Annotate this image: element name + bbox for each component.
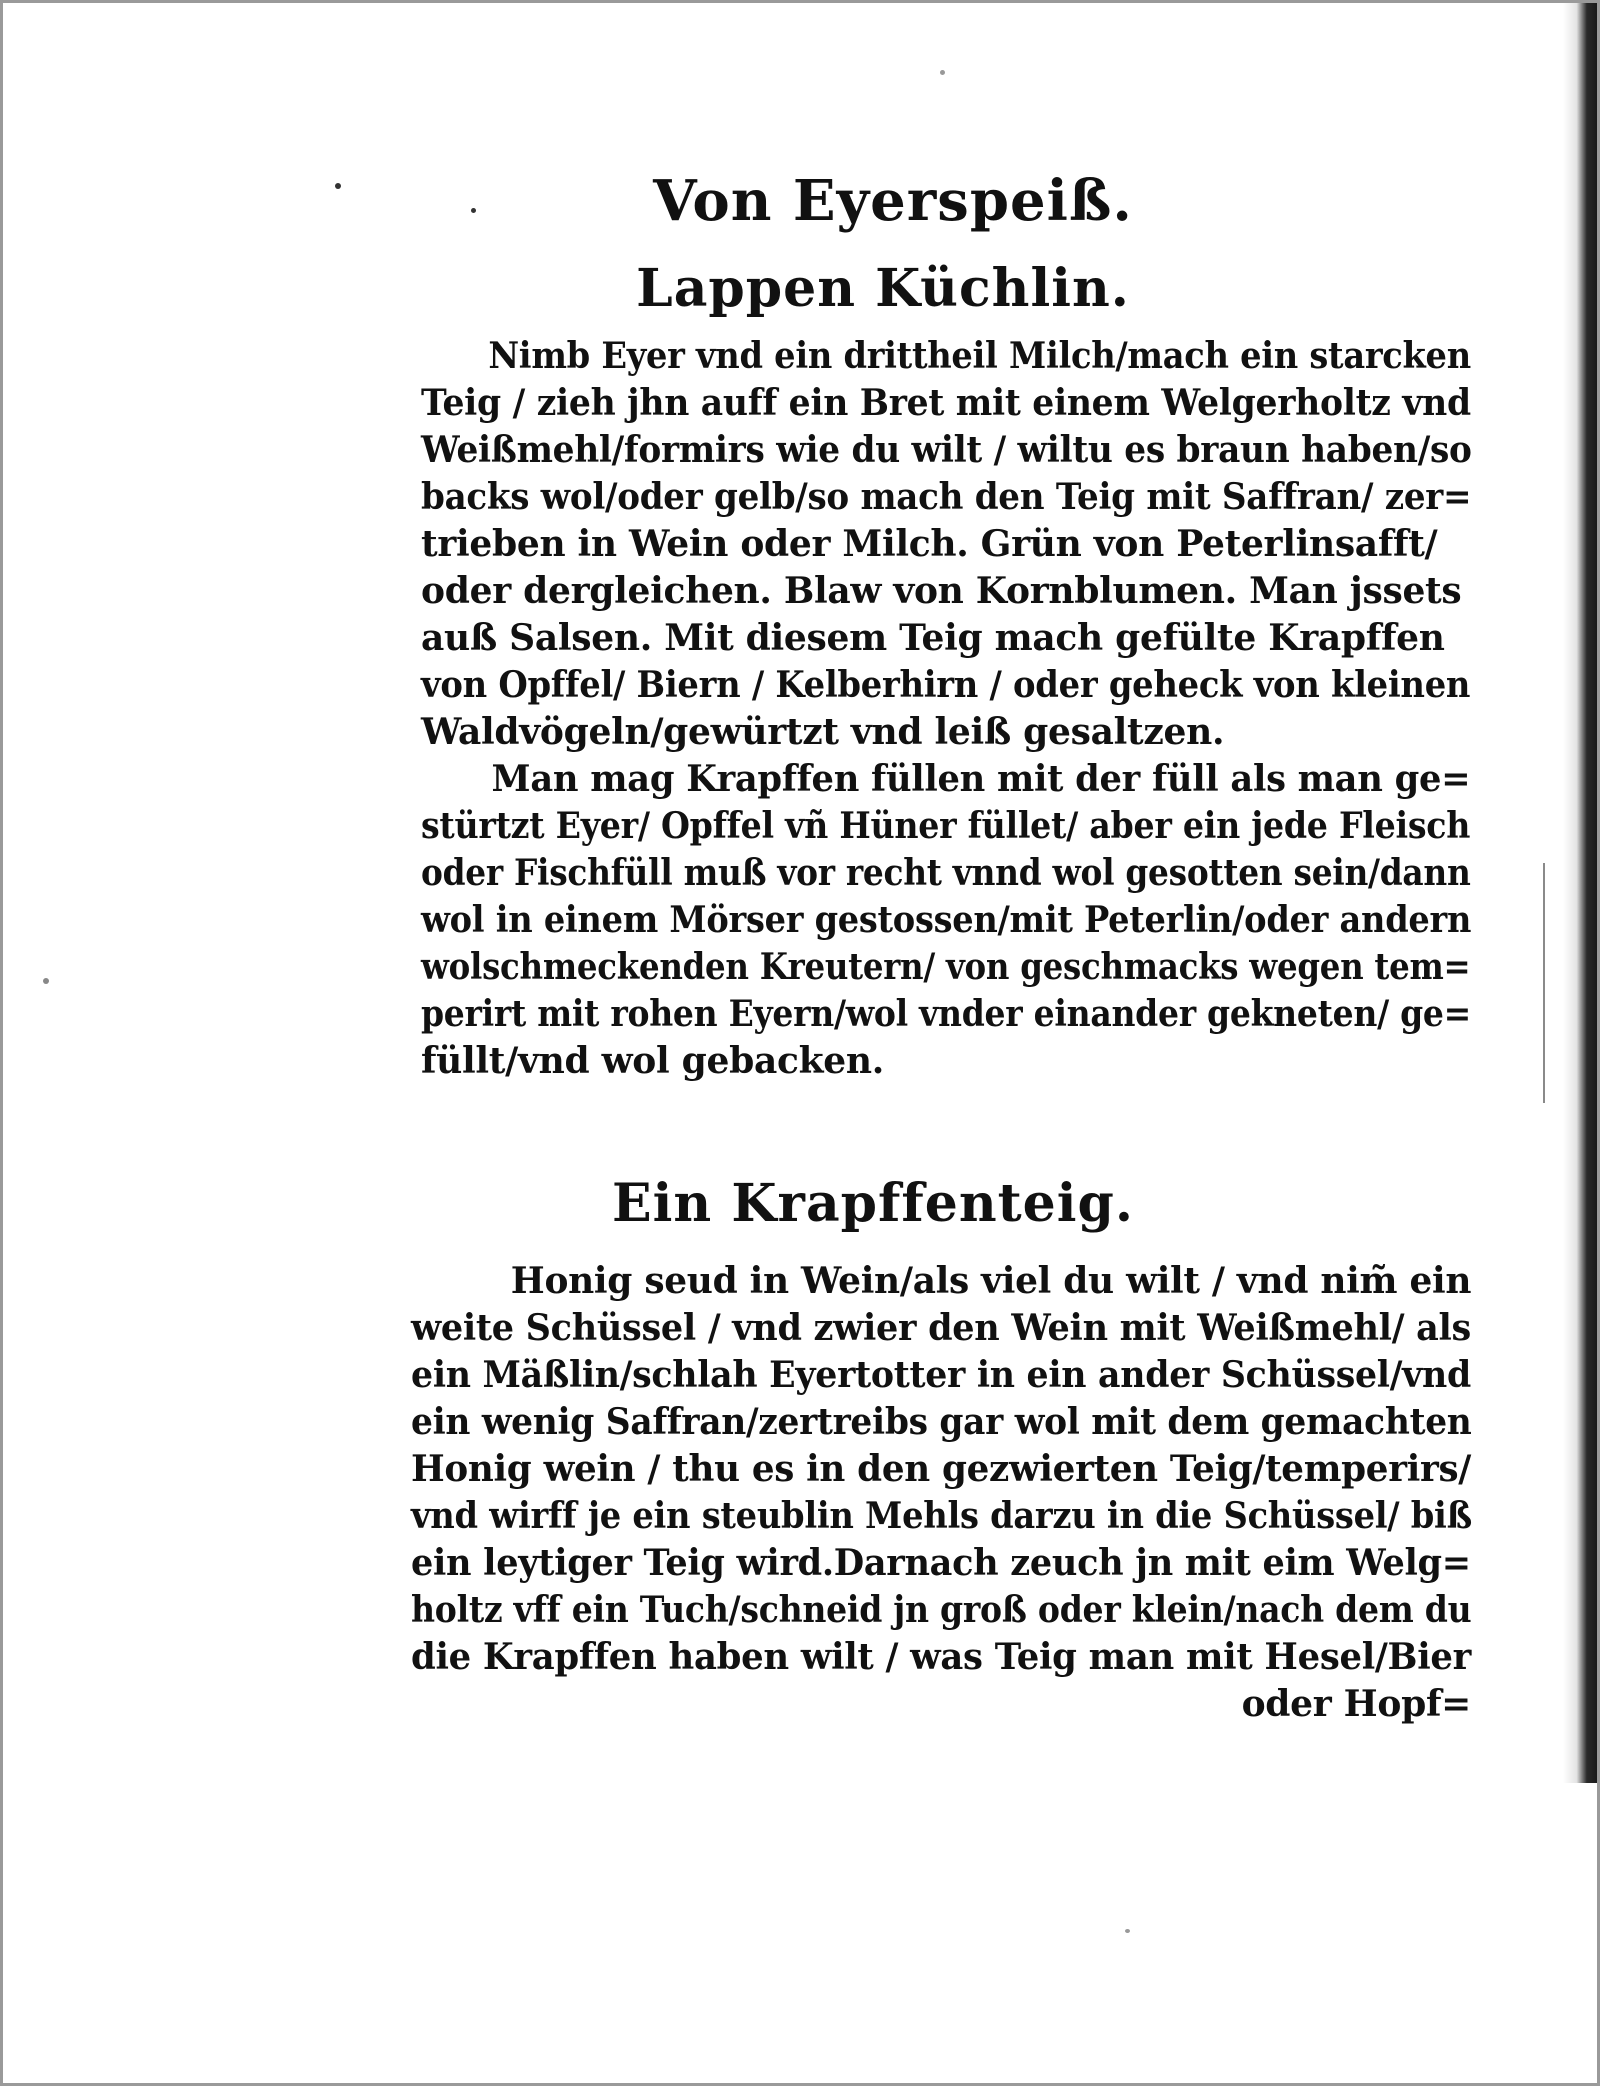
text-line: Honig seud in Wein/als viel du wilt / vnd nim̃ ein bbox=[510, 1260, 1472, 1302]
ink-speck bbox=[1125, 1929, 1130, 1933]
text-line: ein Mäßlin/schlah Eyertotter in ein ander Schüssel/vnd bbox=[411, 1354, 1471, 1396]
text-line: holtz vff ein Tuch/schneid jn groß oder klein/nach dem du bbox=[411, 1589, 1472, 1631]
text-line: Nimb Eyer vnd ein drittheil Milch/mach ein starcken bbox=[488, 335, 1471, 377]
text-line: Honig wein / thu es in den gezwierten Teig/temperirs/ bbox=[411, 1448, 1471, 1490]
text-line: stürtzt Eyer/ Opffel vñ Hüner füllet/ aber ein jede Fleisch bbox=[421, 805, 1471, 847]
text-line: backs wol/oder gelb/so mach den Teig mit Saffran/ zer= bbox=[421, 476, 1472, 518]
recipe-title: Ein Krapffenteig. bbox=[612, 1173, 1134, 1234]
text-line: von Opffel/ Biern / Kelberhirn / oder geheck von kleinen bbox=[421, 664, 1471, 706]
ink-speck bbox=[43, 978, 49, 984]
catchword: oder Hopf= bbox=[1241, 1683, 1471, 1725]
text-line: ein wenig Saffran/zertreibs gar wol mit dem gemachten bbox=[411, 1401, 1472, 1443]
text-line: vnd wirff je ein steublin Mehls darzu in die Schüssel/ biß bbox=[411, 1495, 1472, 1537]
recipe-text bbox=[421, 333, 1471, 1085]
text-line: ein leytiger Teig wird.Darnach zeuch jn mit eim Welg= bbox=[411, 1542, 1471, 1584]
recipe-text bbox=[411, 1258, 1471, 1728]
text-line: oder Fischfüll muß vor recht vnnd wol gesotten sein/dann bbox=[421, 852, 1471, 894]
text-line: die Krapffen haben wilt / was Teig man mit Hesel/Bier bbox=[411, 1636, 1471, 1678]
recipe-title: Lappen Küchlin. bbox=[636, 258, 1130, 319]
text-line: Waldvögeln/gewürtzt vnd leiß gesaltzen. bbox=[421, 711, 1225, 753]
text-line: wol in einem Mörser gestossen/mit Peterlin/oder andern bbox=[421, 899, 1472, 941]
text-line: auß Salsen. Mit diesem Teig mach gefülte Krapffen bbox=[421, 617, 1445, 659]
text-line: füllt/vnd wol gebacken. bbox=[421, 1040, 884, 1082]
text-line: Weißmehl/formirs wie du wilt / wiltu es braun haben/so bbox=[421, 429, 1472, 471]
text-line: weite Schüssel / vnd zwier den Wein mit Weißmehl/ als bbox=[411, 1307, 1471, 1349]
text-line: trieben in Wein oder Milch. Grün von Peterlinsafft/ bbox=[421, 523, 1438, 565]
text-line: Man mag Krapffen füllen mit der füll als man ge= bbox=[491, 758, 1471, 800]
text-line: perirt mit rohen Eyern/wol vnder einander gekneten/ ge= bbox=[421, 993, 1471, 1035]
section-title: Von Eyerspeiß. bbox=[653, 168, 1133, 234]
text-line: oder dergleichen. Blaw von Kornblumen. Man jssets bbox=[421, 570, 1462, 612]
page-edge-line bbox=[1543, 863, 1545, 1103]
text-line: Teig / zieh jhn auff ein Bret mit einem Welgerholtz vnd bbox=[421, 382, 1471, 424]
text-line: wolschmeckenden Kreutern/ von geschmacks wegen tem= bbox=[421, 946, 1471, 988]
ink-speck bbox=[940, 70, 945, 75]
